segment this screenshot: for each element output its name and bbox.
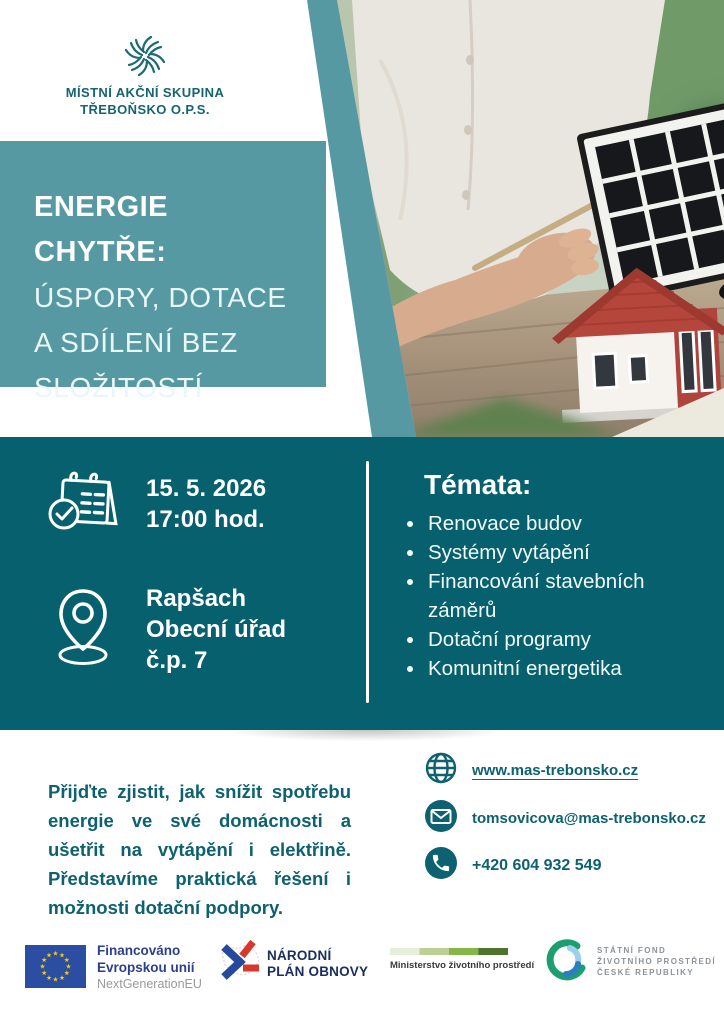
eu-text-line2: Evropskou unií [97, 960, 195, 975]
ministry-gradient-bar [390, 948, 508, 955]
eu-text-line3: NextGenerationEU [97, 977, 202, 991]
phone-icon [424, 846, 458, 885]
topic-item: • Renovace budov [426, 509, 694, 538]
ministry-label: Ministerstvo životního prostředí [390, 960, 535, 971]
footer-logos [0, 935, 724, 1005]
poster-title-line3: A SDÍLENÍ BEZ [34, 327, 238, 358]
poster-title-line2: ÚSPORY, DOTACE [34, 282, 287, 313]
event-datetime [146, 473, 266, 535]
vertical-divider [366, 461, 369, 703]
location-number: č.p. 7 [146, 647, 208, 674]
org-logo-icon [125, 36, 165, 76]
org-name-line2: TŘEBOŇSKO O.P.S. [80, 102, 210, 117]
topic-item: • Systémy vytápění [426, 538, 694, 567]
phone-link[interactable] [424, 846, 601, 885]
event-description: Přijďte zjistit, jak snížit spotřebu energie ve své domácnosti a ušetřit na vytápění i elektřině. Představíme praktická řešení i možnosti dotační podpory. [48, 780, 351, 918]
event-info-section [0, 437, 724, 730]
poster-title-line1: ENERGIE CHYTŘE: [34, 191, 169, 268]
website-link[interactable] [424, 751, 638, 790]
sfzp-text [597, 945, 716, 978]
ministry-environment-logo [390, 948, 535, 971]
npo-text-line1: NÁRODNÍ [267, 948, 332, 963]
title-banner [0, 141, 326, 403]
eu-text-line1: Financováno [97, 943, 181, 958]
sfzp-text-line1: STÁTNÍ FOND [597, 946, 667, 955]
topic-item: • Financování stavebních záměrů [426, 567, 694, 625]
phone-number[interactable]: +420 604 932 549 [472, 856, 602, 874]
location-name: Rapšach [146, 585, 247, 612]
calendar-icon [46, 470, 124, 543]
org-logo [55, 36, 235, 118]
website-url[interactable]: www.mas-trebonsko.cz [472, 762, 639, 779]
sfzp-logo-icon [541, 937, 589, 992]
location-pin-icon [50, 583, 116, 678]
event-time: 17:00 hod. [146, 506, 265, 533]
location-venue: Obecní úřad [146, 616, 287, 643]
email-link[interactable] [424, 799, 706, 838]
event-date: 15. 5. 2026 [146, 475, 267, 502]
topics-heading: Témata: [424, 469, 532, 500]
npo-text-line2: PLÁN OBNOVY [267, 964, 369, 979]
event-location [146, 583, 286, 676]
org-name-line1: MÍSTNÍ AKČNÍ SKUPINA [65, 85, 225, 100]
sfzp-text-line3: ČESKÉ REPUBLIKY [597, 968, 695, 977]
email-address[interactable]: tomsovicova@mas-trebonsko.cz [472, 810, 706, 827]
topics-list [402, 509, 694, 683]
npo-text [267, 948, 368, 980]
topic-item: • Komunitní energetika [426, 654, 694, 683]
poster-title-line4: SLOŽITOSTÍ [34, 372, 203, 403]
globe-icon [424, 751, 458, 790]
sfzp-text-line2: ŽIVOTNÍHO PROSTŘEDÍ [597, 957, 717, 966]
topic-item: • Dotační programy [426, 625, 694, 654]
envelope-icon [424, 799, 458, 838]
eu-flag-icon [25, 945, 86, 993]
eu-funding-text [97, 942, 202, 993]
npo-logo-icon [210, 937, 262, 994]
